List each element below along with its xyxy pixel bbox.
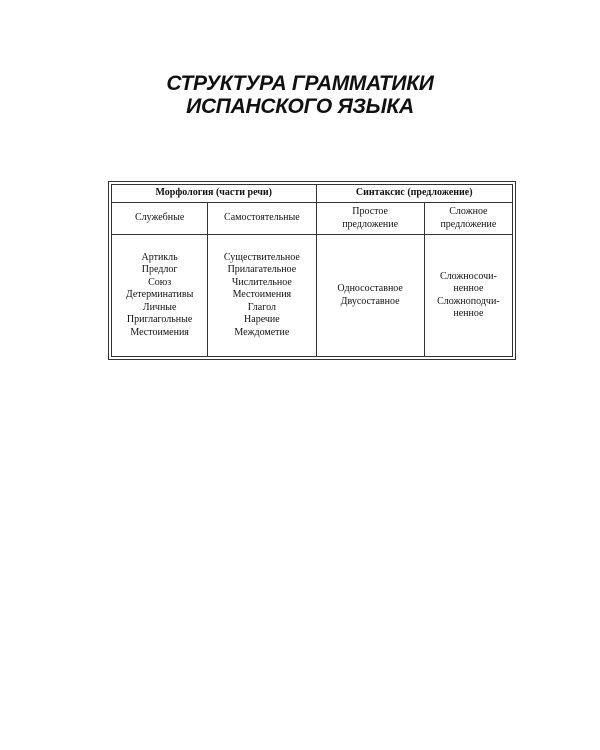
independent-word: Наречие — [244, 314, 280, 326]
page-title — [0, 72, 600, 118]
independent-header: Самостоятельные — [208, 203, 316, 235]
grammar-table — [111, 184, 513, 357]
independent-word: Глагол — [247, 301, 276, 313]
simple-types-cell — [316, 235, 424, 357]
title-line-2: ИСПАНСКОГО ЯЗЫКА — [186, 95, 414, 118]
complex-type: Сложноподчи- — [437, 295, 500, 307]
syntax-header: Синтаксис (предложение) — [316, 185, 513, 203]
service-word: Предлог — [141, 264, 178, 276]
simple-sentence-header — [316, 203, 424, 235]
complex-type: Сложносочи- — [439, 270, 497, 282]
complex-type: ненное — [453, 308, 484, 319]
complex-sentence-header — [424, 203, 512, 235]
simple-type: Односоставное — [337, 283, 403, 294]
simple-type: Двусоставное — [340, 295, 400, 307]
title-line-1: СТРУКТУРА ГРАММАТИКИ — [166, 72, 434, 95]
complex-sentence-line-2: предложение — [440, 218, 497, 230]
simple-sentence-line-1: Простое — [352, 206, 388, 217]
service-words-cell — [112, 235, 208, 357]
simple-sentence-line-2: предложение — [342, 218, 399, 230]
independent-words-cell — [208, 235, 316, 357]
morphology-header: Морфология (части речи) — [112, 185, 317, 203]
service-word: Союз — [148, 276, 172, 288]
service-word: Артикль — [141, 251, 178, 263]
service-word: Приглагольные — [126, 314, 193, 326]
service-word: Детерминативы — [125, 289, 194, 301]
complex-sentence-line-1: Сложное — [449, 206, 488, 217]
service-header: Служебные — [112, 203, 208, 235]
independent-word: Прилагательное — [227, 264, 297, 276]
independent-word: Существительное — [223, 251, 300, 263]
grammar-table-frame — [108, 181, 516, 360]
service-word: Личные — [142, 301, 177, 313]
complex-types-cell — [424, 235, 512, 357]
service-word: Местоимения — [130, 326, 189, 338]
complex-type: ненное — [453, 283, 484, 294]
independent-word: Местоимения — [232, 289, 292, 301]
independent-word: Числительное — [231, 276, 292, 288]
independent-word: Междометие — [234, 326, 290, 338]
